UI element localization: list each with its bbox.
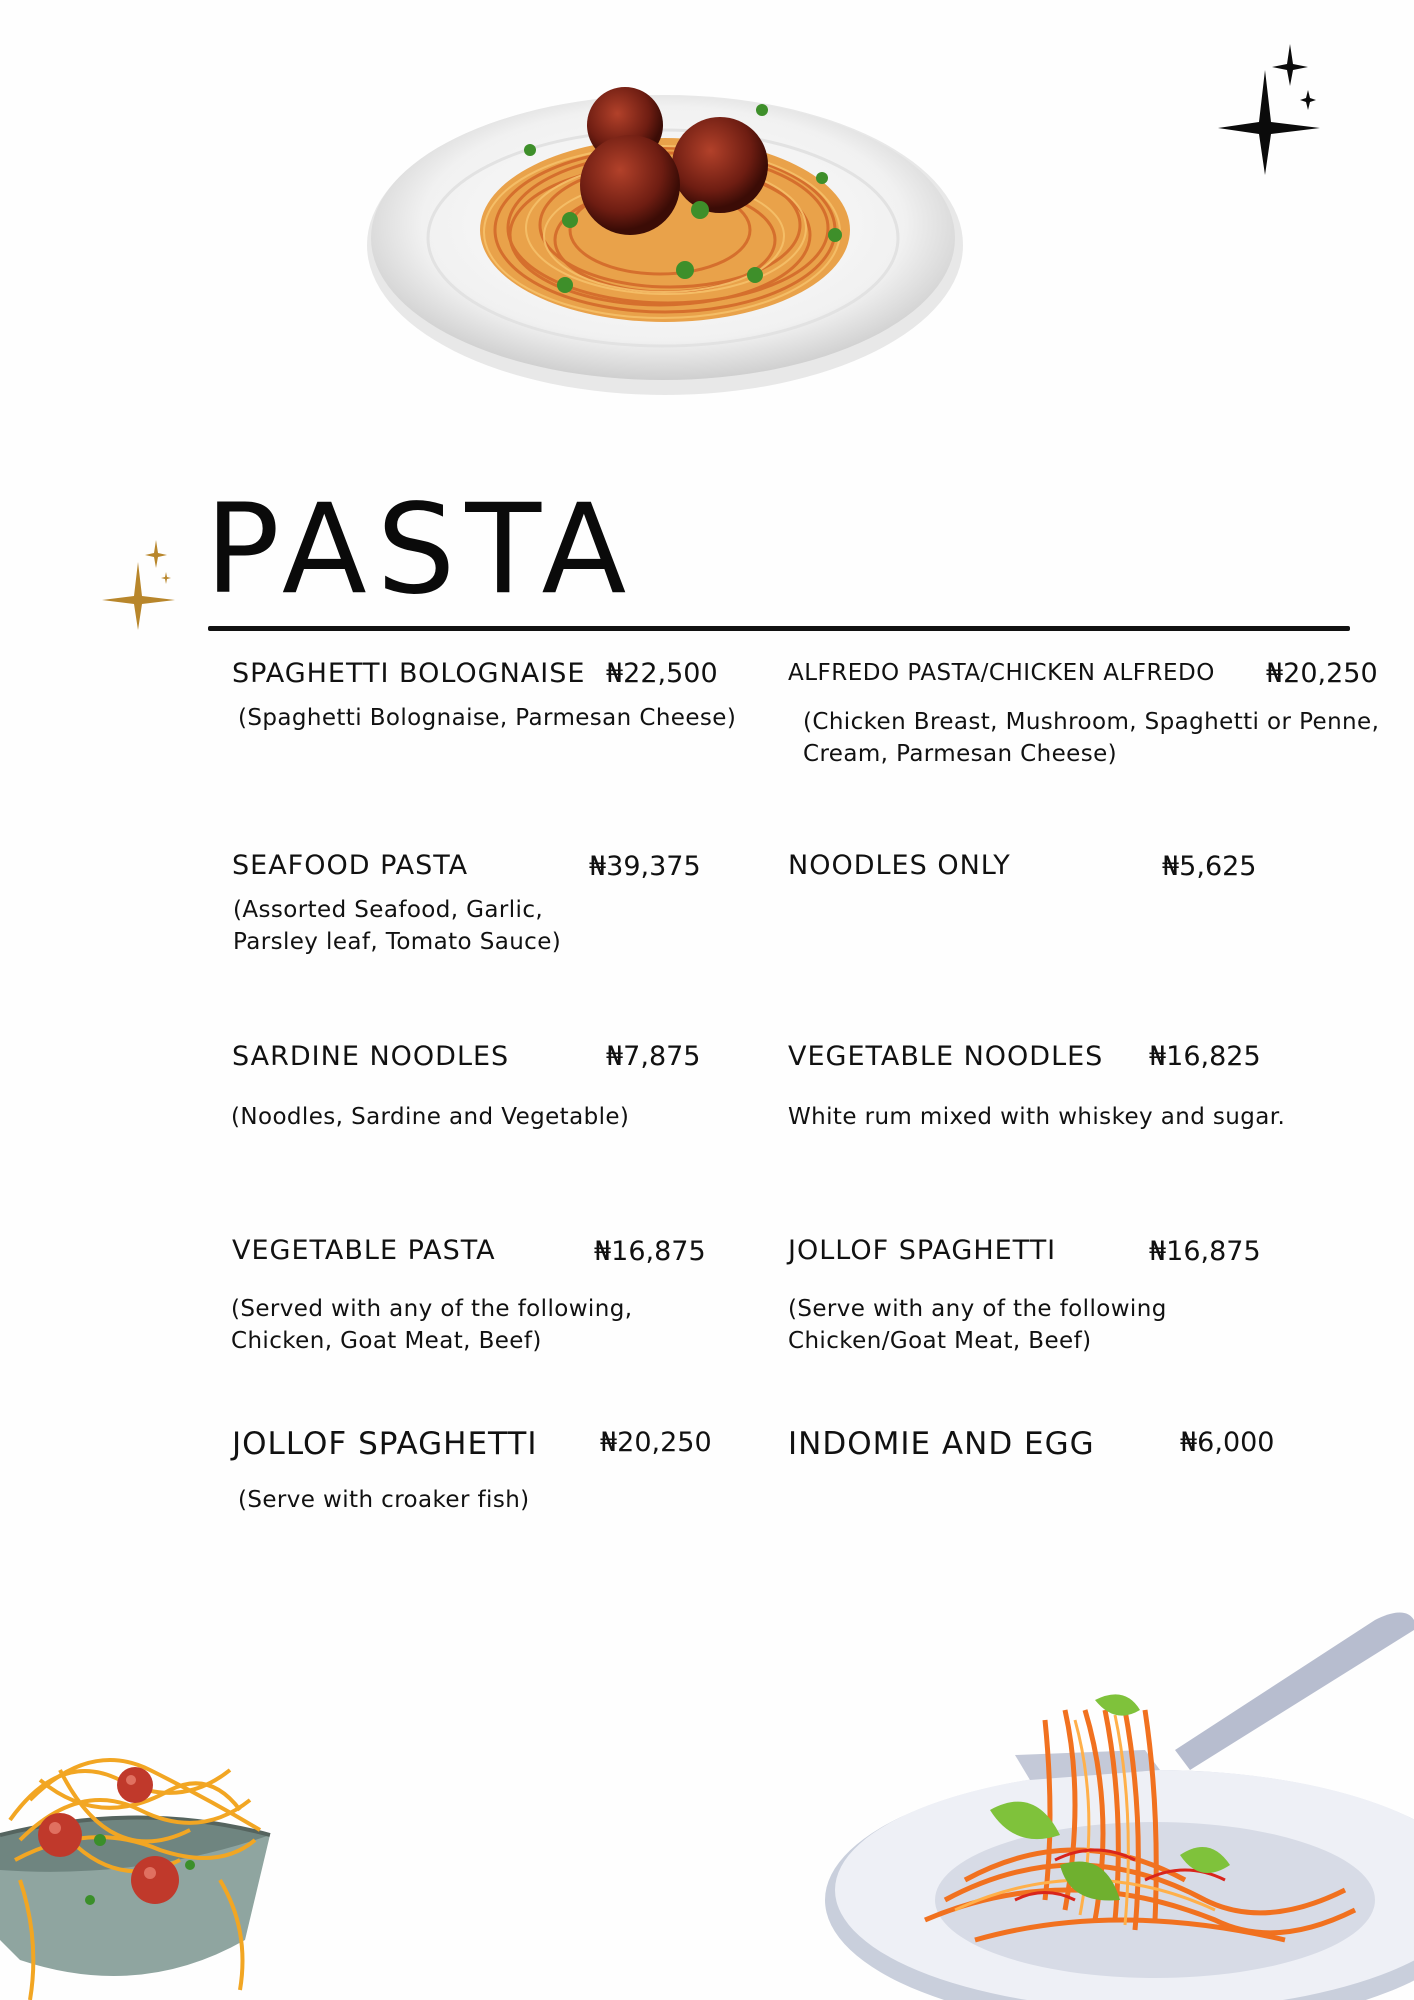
item-description: (Assorted Seafood, Garlic, Parsley leaf, Tomato Sauce) xyxy=(233,897,562,955)
item-name: JOLLOF SPAGHETTI xyxy=(232,1426,538,1462)
item-price: ₦16,875 xyxy=(1149,1236,1261,1267)
item-description: (Served with any of the following, Chicken, Goat Meat, Beef) xyxy=(231,1296,633,1354)
gold-sparkle-icon xyxy=(100,540,180,630)
item-description: (Serve with croaker fish) xyxy=(238,1487,530,1513)
spaghetti-bowl-illustration xyxy=(0,1740,290,2000)
item-price: ₦7,875 xyxy=(606,1041,701,1072)
item-description: (Spaghetti Bolognaise, Parmesan Cheese) xyxy=(238,705,737,731)
title-divider xyxy=(208,626,1350,631)
item-description: (Noodles, Sardine and Vegetable) xyxy=(231,1104,630,1130)
sparkle-icon xyxy=(1210,40,1330,175)
spaghetti-meatball-plate-image xyxy=(360,70,970,430)
item-name: JOLLOF SPAGHETTI xyxy=(788,1235,1057,1266)
item-description: (Chicken Breast, Mushroom, Spaghetti or Penne, Cream, Parmesan Cheese) xyxy=(803,709,1380,767)
item-description: White rum mixed with whiskey and sugar. xyxy=(788,1104,1286,1130)
item-name: ALFREDO PASTA/CHICKEN ALFREDO xyxy=(788,660,1215,686)
item-name: INDOMIE AND EGG xyxy=(788,1426,1095,1462)
item-description: (Serve with any of the following Chicken/Goat Meat, Beef) xyxy=(788,1296,1167,1354)
item-name: NOODLES ONLY xyxy=(788,850,1011,881)
item-name: VEGETABLE PASTA xyxy=(232,1235,496,1266)
item-name: VEGETABLE NOODLES xyxy=(788,1041,1104,1072)
pasta-fork-plate-illustration xyxy=(815,1600,1414,2000)
item-name: SEAFOOD PASTA xyxy=(232,850,469,881)
item-price: ₦16,875 xyxy=(594,1236,706,1267)
item-price: ₦5,625 xyxy=(1162,851,1257,882)
item-name: SARDINE NOODLES xyxy=(232,1041,510,1072)
item-price: ₦22,500 xyxy=(606,658,718,689)
item-price: ₦39,375 xyxy=(589,851,701,882)
item-price: ₦6,000 xyxy=(1180,1427,1275,1458)
item-name: SPAGHETTI BOLOGNAISE xyxy=(232,658,586,689)
item-price: ₦16,825 xyxy=(1149,1041,1261,1072)
page-title: PASTA xyxy=(205,478,637,622)
item-price: ₦20,250 xyxy=(1266,658,1378,689)
item-price: ₦20,250 xyxy=(600,1427,712,1458)
